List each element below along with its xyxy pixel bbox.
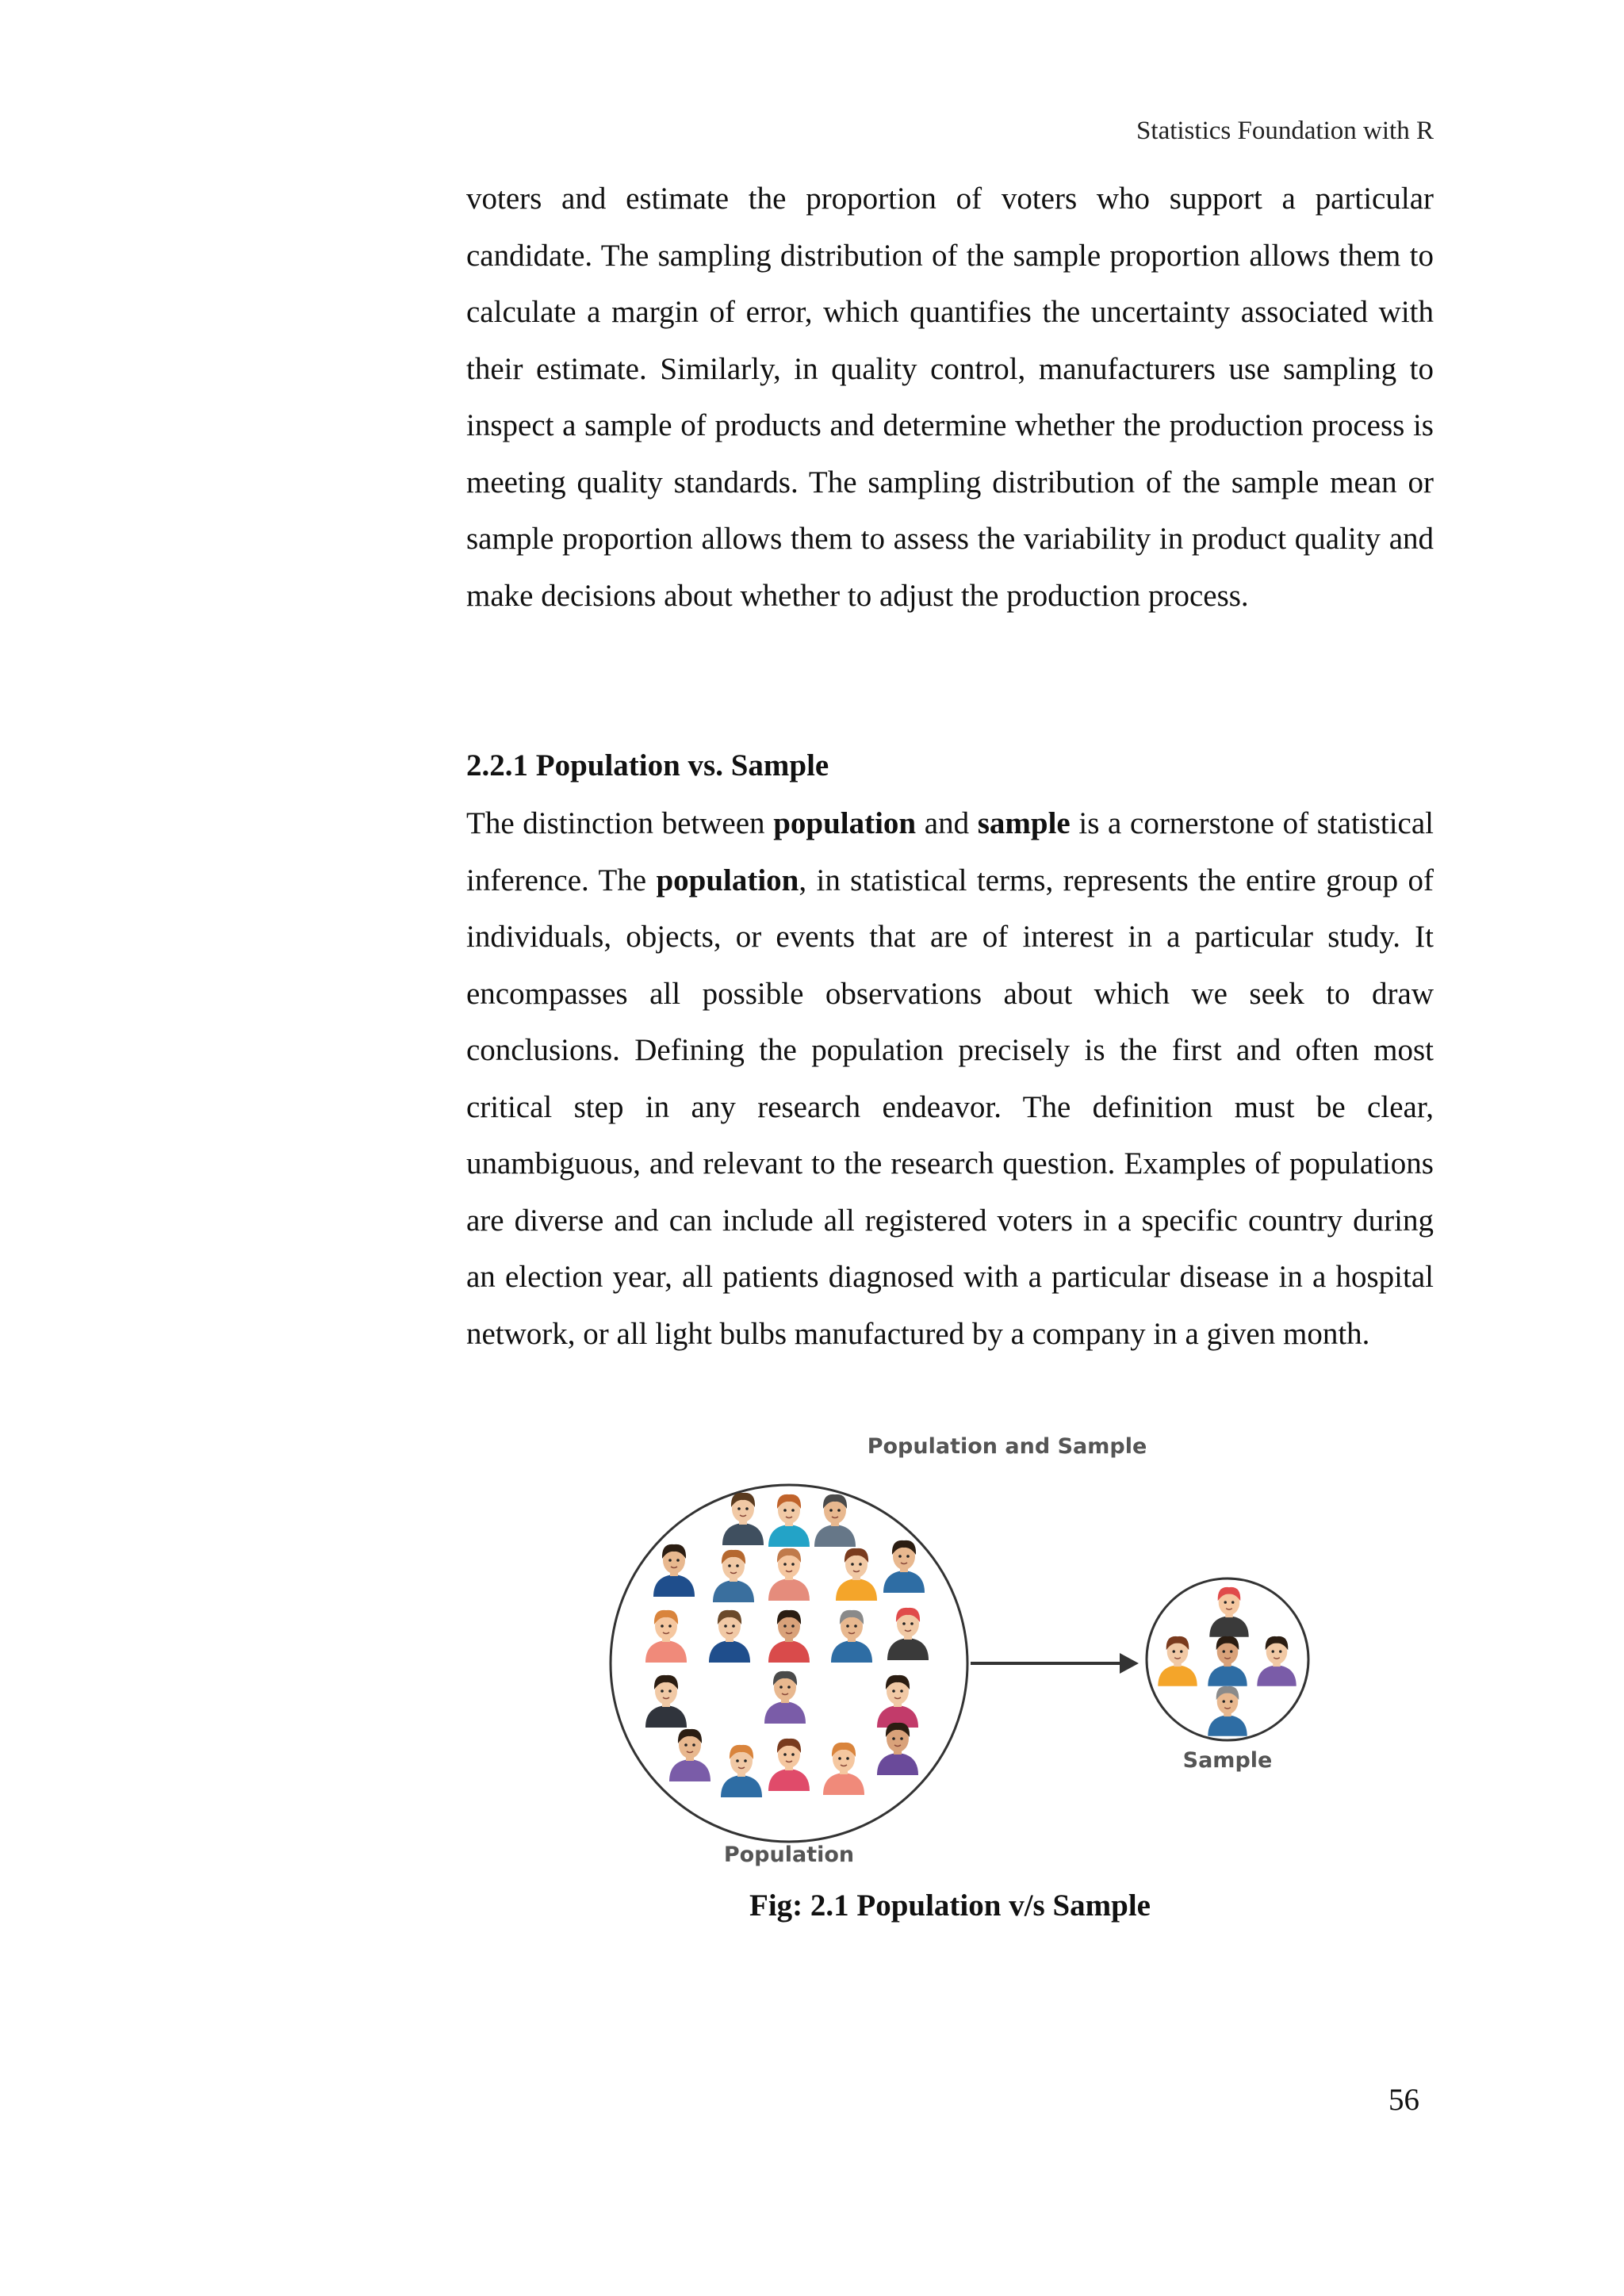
body-paragraph-1: voters and estimate the proportion of voters who support a particular candidate. The sampling distribution of the sample proportion allows them to calculate a margin of error, which quantifies the uncertainty associated with their estimate. Similarly, in quality control, manufacturers use sampling to inspect a sample of products and determine whether the production process is meeting quality standards. The sampling distribution of the sample mean or sample proportion allows them to assess the variability in product quality and make decisions about whether to adjust the production process. xyxy=(466,182,1434,613)
person-avatar-icon xyxy=(1208,1686,1247,1736)
figure-title: Population and Sample xyxy=(867,1434,1147,1459)
person-avatar-icon xyxy=(768,1494,810,1547)
person-avatar-icon xyxy=(709,1610,750,1663)
person-avatar-icon xyxy=(721,1745,762,1797)
person-avatar-icon xyxy=(823,1743,864,1795)
person-avatar-icon xyxy=(764,1671,806,1724)
text-run: and xyxy=(916,806,978,840)
population-label: Population xyxy=(723,1843,855,1867)
person-avatar-icon xyxy=(836,1548,877,1601)
text-run: is a cornerstone of statistical inference. The xyxy=(466,806,1434,897)
bold-term-population: population xyxy=(773,806,917,840)
person-avatar-icon xyxy=(653,1544,695,1597)
person-avatar-icon xyxy=(1257,1636,1296,1686)
page-number: 56 xyxy=(1388,2083,1419,2117)
person-avatar-icon xyxy=(722,1493,764,1545)
person-avatar-icon xyxy=(1208,1636,1247,1686)
sample-label: Sample xyxy=(1182,1748,1273,1773)
person-avatar-icon xyxy=(645,1610,687,1663)
figure-caption: Fig: 2.1 Population v/s Sample xyxy=(749,1888,1151,1923)
section-heading: 2.2.1 Population vs. Sample xyxy=(466,748,829,783)
person-avatar-icon xyxy=(768,1610,810,1663)
person-avatar-icon xyxy=(877,1675,918,1728)
running-header: Statistics Foundation with R xyxy=(1136,117,1434,145)
text-run: The distinction between xyxy=(466,806,774,840)
person-avatar-icon xyxy=(768,1548,810,1601)
bold-term-population: population xyxy=(656,863,799,897)
population-sample-figure xyxy=(587,1423,1332,1867)
person-avatar-icon xyxy=(1158,1636,1197,1686)
text-run: , in statistical terms, represents the entire group of individuals, objects, or events that are of interest in a particular study. It encompasses all possible observations about which we seek to draw conclusions. Defining the population precisely is the first and often most critical step in any research endeavor. The definition must be clear, unambiguous, and relevant to the research question. Examples of populations are diverse and can include all registered voters in a specific country during an election year, all patients diagnosed with a particular disease in a hospital network, or all light bulbs manufactured by a company in a given month. xyxy=(466,863,1434,1351)
person-avatar-icon xyxy=(814,1494,856,1547)
population-faces xyxy=(645,1493,929,1797)
person-avatar-icon xyxy=(877,1723,918,1775)
person-avatar-icon xyxy=(713,1550,754,1602)
person-avatar-icon xyxy=(669,1729,710,1781)
person-avatar-icon xyxy=(768,1739,810,1791)
sample-faces xyxy=(1158,1587,1296,1736)
arrow-head-icon xyxy=(1120,1653,1139,1674)
person-avatar-icon xyxy=(887,1608,929,1660)
person-avatar-icon xyxy=(883,1540,925,1593)
person-avatar-icon xyxy=(831,1610,872,1663)
bold-term-sample: sample xyxy=(977,806,1071,840)
body-paragraph-2 xyxy=(466,795,1434,1362)
population-sample-diagram xyxy=(587,1423,1332,1867)
person-avatar-icon xyxy=(645,1675,687,1728)
person-avatar-icon xyxy=(1209,1587,1248,1637)
